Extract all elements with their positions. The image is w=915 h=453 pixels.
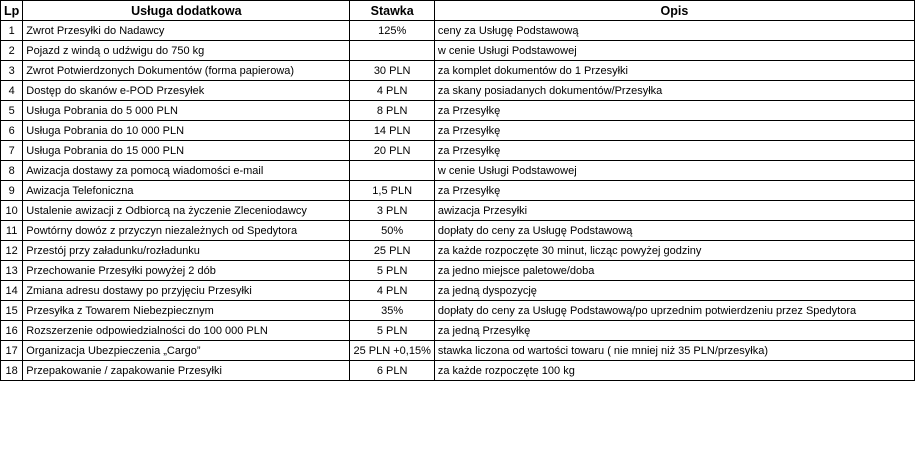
table-row: [1, 261, 915, 281]
description-cell: w cenie Usługi Podstawowej: [434, 161, 914, 181]
service-name-cell: Przechowanie Przesyłki powyżej 2 dób: [23, 261, 350, 281]
table-row: [1, 141, 915, 161]
table-row: [1, 41, 915, 61]
rate-cell: 4 PLN: [350, 281, 434, 301]
table-row: [1, 181, 915, 201]
description-cell: za Przesyłkę: [434, 181, 914, 201]
service-name-cell: Usługa Pobrania do 10 000 PLN: [23, 121, 350, 141]
table-row: [1, 121, 915, 141]
table-row: [1, 321, 915, 341]
header-rate: Stawka: [350, 1, 434, 21]
row-number-cell: 18: [1, 361, 23, 381]
row-number-cell: 10: [1, 201, 23, 221]
row-number-cell: 14: [1, 281, 23, 301]
row-number-cell: 13: [1, 261, 23, 281]
header-service: Usługa dodatkowa: [23, 1, 350, 21]
table-row: [1, 21, 915, 41]
description-cell: ceny za Usługę Podstawową: [434, 21, 914, 41]
row-number-cell: 2: [1, 41, 23, 61]
rate-cell: 1,5 PLN: [350, 181, 434, 201]
table-row: [1, 281, 915, 301]
header-lp: Lp: [1, 1, 23, 21]
description-cell: za każde rozpoczęte 30 minut, licząc powyżej godziny: [434, 241, 914, 261]
header-description: Opis: [434, 1, 914, 21]
service-name-cell: Przesyłka z Towarem Niebezpiecznym: [23, 301, 350, 321]
service-name-cell: Zwrot Przesyłki do Nadawcy: [23, 21, 350, 41]
row-number-cell: 12: [1, 241, 23, 261]
rate-cell: 50%: [350, 221, 434, 241]
row-number-cell: 3: [1, 61, 23, 81]
rate-cell: 25 PLN +0,15%: [350, 341, 434, 361]
rate-cell: 3 PLN: [350, 201, 434, 221]
table-body: [1, 21, 915, 381]
rate-cell: 125%: [350, 21, 434, 41]
header-row: [1, 1, 915, 21]
service-name-cell: Przestój przy załadunku/rozładunku: [23, 241, 350, 261]
description-cell: stawka liczona od wartości towaru ( nie mniej niż 35 PLN/przesyłka): [434, 341, 914, 361]
description-cell: za komplet dokumentów do 1 Przesyłki: [434, 61, 914, 81]
row-number-cell: 16: [1, 321, 23, 341]
description-cell: za skany posiadanych dokumentów/Przesyłka: [434, 81, 914, 101]
table-row: [1, 301, 915, 321]
row-number-cell: 9: [1, 181, 23, 201]
description-cell: za jedną dyspozycję: [434, 281, 914, 301]
rate-cell: 14 PLN: [350, 121, 434, 141]
service-name-cell: Ustalenie awizacji z Odbiorcą na życzenie Zleceniodawcy: [23, 201, 350, 221]
row-number-cell: 11: [1, 221, 23, 241]
service-name-cell: Przepakowanie / zapakowanie Przesyłki: [23, 361, 350, 381]
description-cell: za jedno miejsce paletowe/doba: [434, 261, 914, 281]
description-cell: w cenie Usługi Podstawowej: [434, 41, 914, 61]
row-number-cell: 7: [1, 141, 23, 161]
rate-cell: 6 PLN: [350, 361, 434, 381]
rate-cell: 8 PLN: [350, 101, 434, 121]
rate-cell: 20 PLN: [350, 141, 434, 161]
service-name-cell: Organizacja Ubezpieczenia „Cargo”: [23, 341, 350, 361]
rate-cell: 4 PLN: [350, 81, 434, 101]
table-row: [1, 81, 915, 101]
description-cell: dopłaty do ceny za Usługę Podstawową: [434, 221, 914, 241]
description-cell: za Przesyłkę: [434, 121, 914, 141]
rate-cell: [350, 161, 434, 181]
service-name-cell: Usługa Pobrania do 15 000 PLN: [23, 141, 350, 161]
description-cell: za Przesyłkę: [434, 101, 914, 121]
rate-cell: 5 PLN: [350, 261, 434, 281]
table-row: [1, 341, 915, 361]
table-row: [1, 101, 915, 121]
service-name-cell: Usługa Pobrania do 5 000 PLN: [23, 101, 350, 121]
row-number-cell: 17: [1, 341, 23, 361]
table-row: [1, 241, 915, 261]
rate-cell: 30 PLN: [350, 61, 434, 81]
description-cell: dopłaty do ceny za Usługę Podstawową/po uprzednim potwierdzeniu przez Spedytora: [434, 301, 914, 321]
service-name-cell: Powtórny dowóz z przyczyn niezależnych od Spedytora: [23, 221, 350, 241]
table-row: [1, 201, 915, 221]
description-cell: za Przesyłkę: [434, 141, 914, 161]
row-number-cell: 15: [1, 301, 23, 321]
service-name-cell: Awizacja dostawy za pomocą wiadomości e-mail: [23, 161, 350, 181]
row-number-cell: 6: [1, 121, 23, 141]
table-row: [1, 161, 915, 181]
description-cell: za jedną Przesyłkę: [434, 321, 914, 341]
rate-cell: 25 PLN: [350, 241, 434, 261]
table-row: [1, 61, 915, 81]
row-number-cell: 1: [1, 21, 23, 41]
table-row: [1, 221, 915, 241]
row-number-cell: 4: [1, 81, 23, 101]
rate-cell: 35%: [350, 301, 434, 321]
description-cell: za każde rozpoczęte 100 kg: [434, 361, 914, 381]
description-cell: awizacja Przesyłki: [434, 201, 914, 221]
service-name-cell: Zmiana adresu dostawy po przyjęciu Przesyłki: [23, 281, 350, 301]
service-name-cell: Zwrot Potwierdzonych Dokumentów (forma papierowa): [23, 61, 350, 81]
service-name-cell: Awizacja Telefoniczna: [23, 181, 350, 201]
service-name-cell: Dostęp do skanów e-POD Przesyłek: [23, 81, 350, 101]
rate-cell: 5 PLN: [350, 321, 434, 341]
table-row: [1, 361, 915, 381]
row-number-cell: 8: [1, 161, 23, 181]
row-number-cell: 5: [1, 101, 23, 121]
service-name-cell: Rozszerzenie odpowiedzialności do 100 000 PLN: [23, 321, 350, 341]
rate-cell: [350, 41, 434, 61]
service-name-cell: Pojazd z windą o udźwigu do 750 kg: [23, 41, 350, 61]
